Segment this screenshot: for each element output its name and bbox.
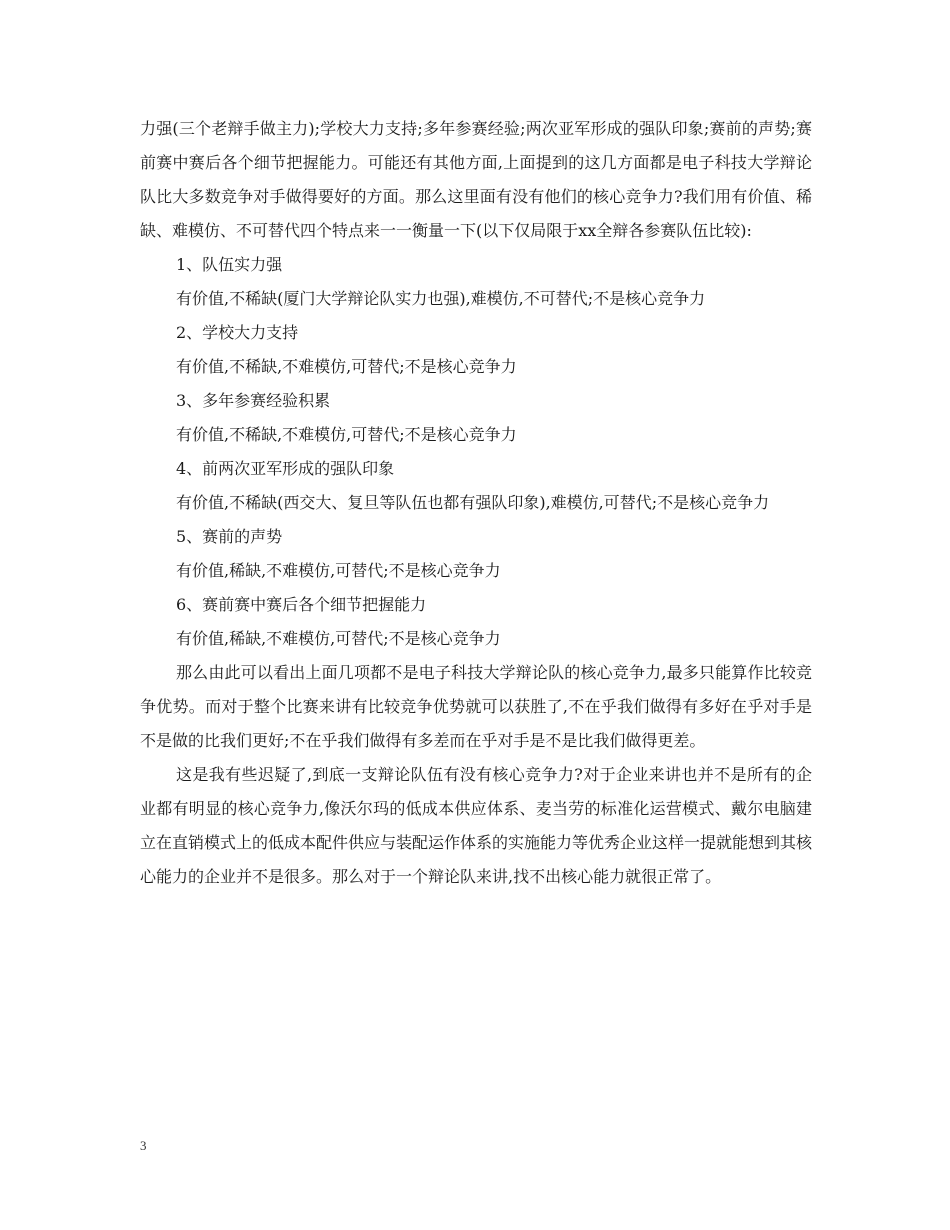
list-heading-6: 6、赛前赛中赛后各个细节把握能力 [176,595,427,614]
document-body [140,112,812,894]
list-heading-3: 3、多年参赛经验积累 [176,391,331,410]
list-heading-5: 5、赛前的声势 [176,527,283,546]
list-evaluation-6: 有价值,稀缺,不难模仿,可替代;不是核心竞争力 [176,629,501,648]
list-heading-2: 2、学校大力支持 [176,323,299,342]
paragraph-intro: 力强(三个老辩手做主力);学校大力支持;多年参赛经验;两次亚军形成的强队印象;赛前的声势;赛前赛中赛后各个细节把握能力。可能还有其他方面,上面提到的这几方面都是电子科技大学辩论队比大多数竞争对手做得要好的方面。那么这里面有没有他们的核心竞争力?我们用有价值、稀缺、难模仿、不可替代四个特点来一一衡量一下(以下仅局限于xx全辩各参赛队伍比较): [140,119,812,240]
list-evaluation-3: 有价值,不稀缺,不难模仿,可替代;不是核心竞争力 [176,425,517,444]
paragraph-conclusion: 那么由此可以看出上面几项都不是电子科技大学辩论队的核心竞争力,最多只能算作比较竞争优势。而对于整个比赛来讲有比较竞争优势就可以获胜了,不在乎我们做得有多好在乎对手是不是做的比我们更好;不在乎我们做得有多差而在乎对手是不是比我们做得更差。 [140,663,812,750]
list-heading-1: 1、队伍实力强 [176,255,283,274]
list-heading-4: 4、前两次亚军形成的强队印象 [176,459,395,478]
list-evaluation-2: 有价值,不稀缺,不难模仿,可替代;不是核心竞争力 [176,357,517,376]
paragraph-reflection: 这是我有些迟疑了,到底一支辩论队伍有没有核心竞争力?对于企业来讲也并不是所有的企业都有明显的核心竞争力,像沃尔玛的低成本供应体系、麦当劳的标准化运营模式、戴尔电脑建立在直销模式上的低成本配件供应与装配运作体系的实施能力等优秀企业这样一提就能想到其核心能力的企业并不是很多。那么对于一个辩论队来讲,找不出核心能力就很正常了。 [140,765,813,886]
list-evaluation-1: 有价值,不稀缺(厦门大学辩论队实力也强),难模仿,不可替代;不是核心竞争力 [176,289,706,308]
list-evaluation-4: 有价值,不稀缺(西交大、复旦等队伍也都有强队印象),难模仿,可替代;不是核心竞争力 [176,493,770,512]
list-evaluation-5: 有价值,稀缺,不难模仿,可替代;不是核心竞争力 [176,561,501,580]
page-number: 3 [140,1138,147,1153]
